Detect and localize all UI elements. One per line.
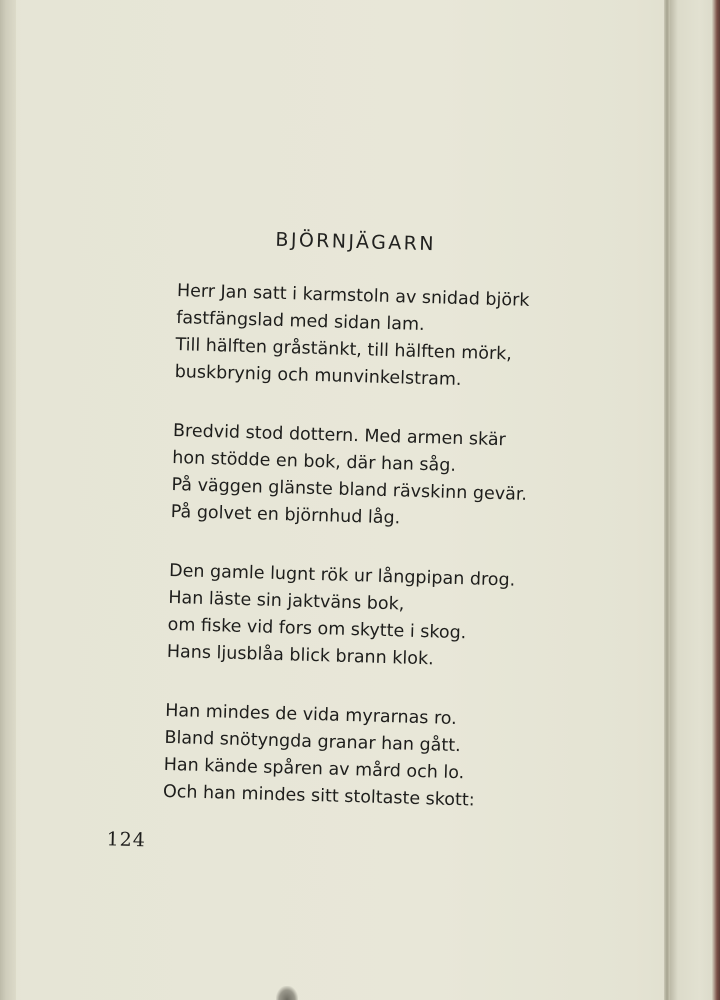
poem-line: Herr Jan satt i karmstoln av snidad björk [176, 281, 530, 311]
page-number: 124 [106, 828, 147, 852]
poem-line: På väggen glänste bland rävskinn gevär. [171, 474, 528, 505]
poem-line: Till hälften gråstänkt, till hälften mörk, [175, 335, 513, 365]
poem-line: buskbrynig och munvinkelstram. [174, 362, 462, 391]
stanza-3 [167, 558, 516, 676]
poem-line: fastfängslad med sidan lam. [175, 308, 425, 335]
stanza-4 [163, 698, 478, 815]
poem-line: På golvet en björnhud låg. [170, 501, 401, 529]
poem-line: Han läste sin jaktväns bok, [168, 587, 405, 615]
book-cover-edge [712, 0, 720, 1000]
poem-title: BJÖRNJÄGARN [275, 228, 437, 256]
poem-line: Och han mindes sitt stoltaste skott: [162, 781, 475, 811]
poem-line: Bland snötyngda granar han gått. [164, 727, 461, 757]
stanza-1 [174, 278, 529, 396]
poem-line: hon stödde en bok, där han såg. [172, 447, 457, 476]
poem-line: om fiske vid fors om skytte i skog. [167, 614, 467, 644]
poem-line: Han kände spåren av mård och lo. [163, 754, 465, 784]
poem-line: Hans ljusblåa blick brann klok. [166, 641, 434, 670]
poem-line: Bredvid stod dottern. Med armen skär [172, 421, 507, 451]
stanza-2 [170, 418, 528, 536]
page-clip-shadow [276, 986, 298, 1000]
poem-line: Han mindes de vida myrarnas ro. [164, 700, 458, 730]
poem-line: Den gamle lugnt rök ur långpipan drog. [168, 560, 516, 591]
